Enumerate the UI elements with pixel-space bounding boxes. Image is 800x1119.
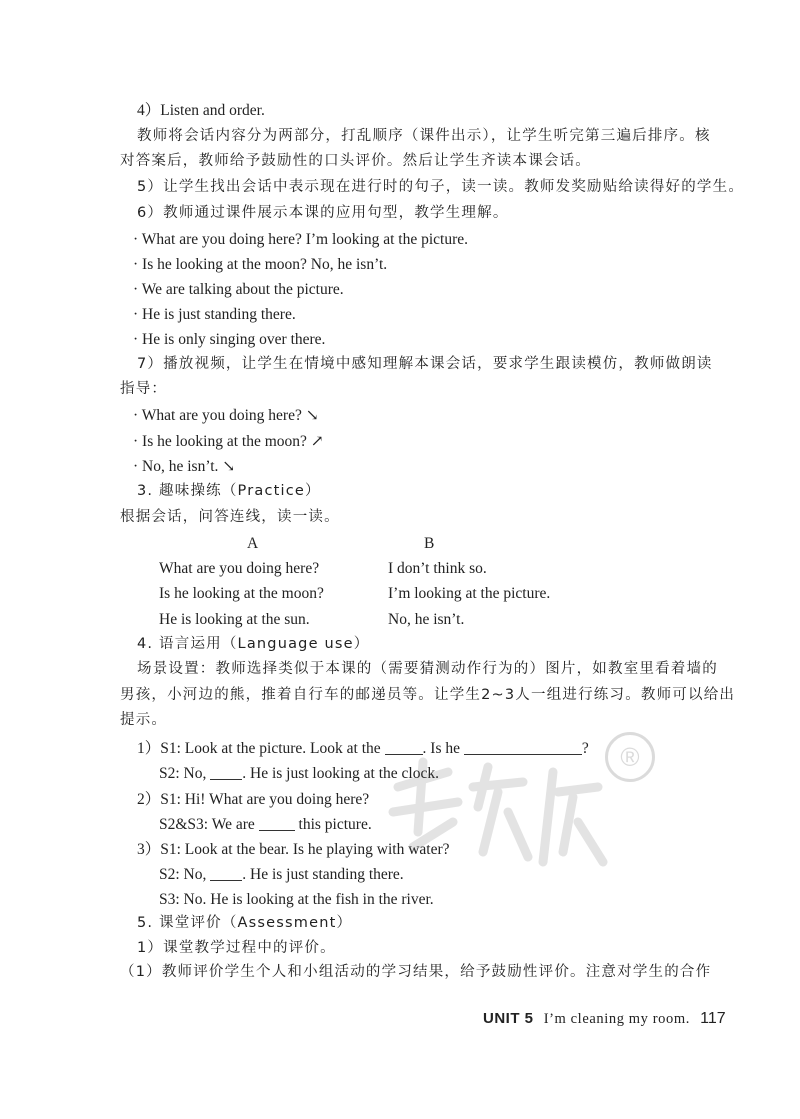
text-line: 6）教师通过课件展示本课的应用句型，教学生理解。: [137, 205, 509, 221]
text-line: 对答案后，教师给予鼓励性的口头评价。然后让学生齐读本课会话。: [120, 153, 591, 169]
dialog-line-5: 3）S1: Look at the bear. Is he playing with water?: [137, 841, 450, 858]
text-line: What are you doing here?: [159, 560, 320, 577]
dialog-line-6: S2: No, . He is just standing there.: [159, 866, 404, 883]
page-number: 117: [700, 1010, 726, 1027]
dialog-line-4: S2&S3: We are this picture.: [159, 816, 372, 833]
dialog-line-2: S2: No, . He is just looking at the clock.: [159, 765, 439, 782]
text-line: 提示。: [120, 712, 168, 728]
text-line: 4）Listen and order.: [137, 102, 265, 119]
fill-blank: [385, 739, 423, 755]
text-line: 4. 语言运用（Language use）: [137, 636, 370, 652]
dialog-line-7: S3: No. He is looking at the fish in the river.: [159, 891, 434, 908]
text-line: I don’t think so.: [388, 560, 487, 577]
fill-blank: [210, 865, 242, 881]
text-line: I’m looking at the picture.: [388, 585, 551, 602]
footer-unit: UNIT 5: [483, 1010, 534, 1027]
footer-title: I’m cleaning my room.: [543, 1011, 690, 1027]
text-line: 5）让学生找出会话中表示现在进行时的句子，读一读。教师发奖励贴给读得好的学生。: [137, 179, 745, 195]
fill-blank: [464, 739, 582, 755]
text-line: 1）课堂教学过程中的评价。: [137, 940, 336, 956]
text-line: · What are you doing here? ↘: [133, 407, 319, 424]
text-line: Is he looking at the moon?: [159, 585, 324, 602]
text-line: He is looking at the sun.: [159, 611, 310, 628]
text-line: 男孩，小河边的熊，推着自行车的邮递员等。让学生2~3人一组进行练习。教师可以给出: [120, 687, 736, 703]
text-line: 场景设置：教师选择类似于本课的（需要猜测动作行为的）图片，如教室里看着墙的: [137, 661, 718, 677]
text-line: No, he isn’t.: [388, 611, 465, 628]
text-line: 指导：: [120, 381, 168, 397]
text-line: · He is only singing over there.: [133, 331, 326, 348]
text-line: · Is he looking at the moon? No, he isn’t.: [133, 256, 388, 273]
text-line: A: [247, 535, 259, 552]
text-line: · What are you doing here? I’m looking at the picture.: [133, 231, 468, 248]
fill-blank: [210, 764, 242, 780]
text-line: · Is he looking at the moon? ↗: [133, 433, 324, 450]
text-line: 3. 趣味操练（Practice）: [137, 483, 321, 499]
text-line: · He is just standing there.: [133, 306, 296, 323]
page-footer: [483, 1010, 726, 1028]
text-line: 根据会话，问答连线，读一读。: [120, 509, 340, 525]
text-line: · We are talking about the picture.: [133, 281, 344, 298]
text-line: （1）教师评价学生个人和小组活动的学习结果，给予鼓励性评价。注意对学生的合作: [120, 964, 712, 980]
text-line: 7）播放视频，让学生在情境中感知理解本课会话，要求学生跟读模仿，教师做朗读: [137, 356, 713, 372]
text-line: 5. 课堂评价（Assessment）: [137, 915, 353, 931]
text-line: · No, he isn’t. ↘: [133, 458, 236, 475]
registered-mark-icon: ®: [605, 732, 655, 782]
dialog-line-3: 2）S1: Hi! What are you doing here?: [137, 791, 370, 808]
text-line: 教师将会话内容分为两部分，打乱顺序（课件出示），让学生听完第三遍后排序。核: [137, 128, 711, 144]
text-line: B: [424, 535, 435, 552]
fill-blank: [259, 815, 295, 831]
dialog-line-1: 1）S1: Look at the picture. Look at the . Is he ?: [137, 740, 589, 757]
